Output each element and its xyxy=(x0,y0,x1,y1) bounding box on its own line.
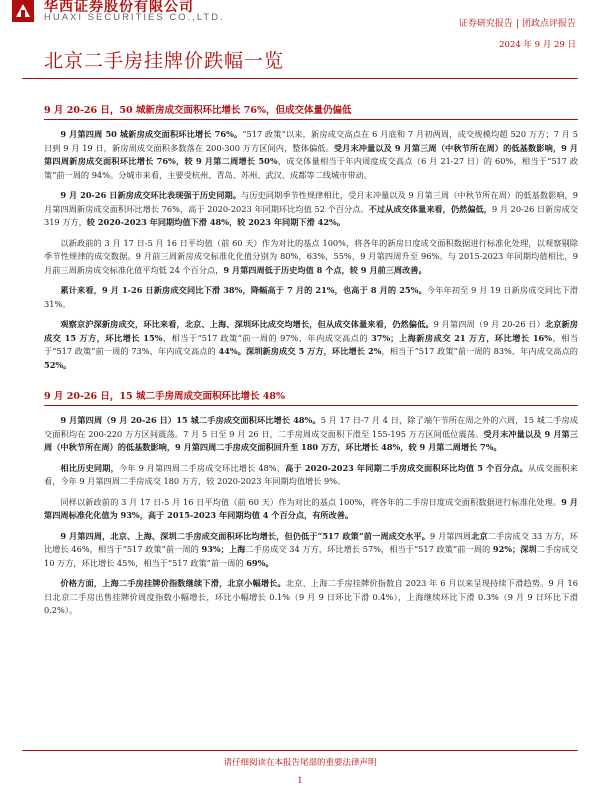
report-header xyxy=(0,0,600,72)
emphasis-text: 9 月第四周 50 城新房成交面积环比增长 76%。 xyxy=(60,129,243,139)
section-heading-second-hand: 9 月 20-26 日，15 城二手房周成交面积环比增长 48% xyxy=(44,386,578,406)
body-text: 二手房成交 10 万方，环比增长 45%，相当于“517 政策”前一周的 xyxy=(44,544,578,568)
emphasis-text: 9 月第四周标准化化值为 93%，高于 2015-2023 年同期均值 4 个百分点，有所改善。 xyxy=(44,496,578,520)
body-text: 9 月第四周（9 月 20-26 日） xyxy=(433,319,545,329)
body-text: 与历史同期季节性规律相比，受月末冲量以及 9 月第三周（中秋节所在周）的低基数影响，9 月第四周新房成交面积环比增长 76%，高于 2020-2023 年同期环比均值 52 个百分点。 xyxy=(44,190,579,214)
paragraph xyxy=(44,237,578,278)
report-type-separator: | xyxy=(515,19,519,29)
report-type xyxy=(459,16,576,29)
emphasis-text: 价格方面，上海二手房挂牌价指数继续下滑，北京小幅增长。 xyxy=(60,578,286,588)
emphasis-text: 9 月 20-26 日新房成交环比表现强于历史同期。 xyxy=(60,190,242,200)
company-name-en: HUAXI SECURITIES CO.,LTD. xyxy=(44,12,225,23)
body-text: ，相当于“517 政策”前一周的 73%、年内成交高点的 xyxy=(44,332,578,356)
body-text: 二手房成交 34 万方，环比增长 57%，相当于“517 政策”前一周的 xyxy=(245,544,493,554)
report-type-primary: 证券研究报告 xyxy=(458,19,513,29)
report-type-secondary: 团政点评报告 xyxy=(521,19,576,29)
emphasis-text: 不过从成交体量来看，仍然偏低， xyxy=(368,203,492,214)
emphasis-text: 93%；上海 xyxy=(201,544,246,554)
body-text: ，相当于“517 政策”前一周的 83%、年内成交高点的 xyxy=(381,346,578,356)
emphasis-text: 累计来看，9 月 1-26 日新房成交同比下滑 38%，降幅高于 7 月的 21%，也高于 8 月的 25%。 xyxy=(60,285,427,295)
body-text: 9 月 20-26 日新房成交 319 万方， xyxy=(44,203,578,227)
section-heading-new-homes: 9 月 20-26 日，50 城新房成交面积环比增长 76%，但成交体量仍偏低 xyxy=(44,100,578,120)
paragraph xyxy=(44,530,578,571)
body-text: 今年年初至 9 月 19 日新房成交同比下滑 31%。 xyxy=(44,285,578,309)
paragraph xyxy=(44,414,578,455)
body-text: 9 月第四周 xyxy=(430,530,472,541)
legal-disclaimer-link[interactable]: 请仔细阅读在本报告尾部的重要法律声明 xyxy=(223,758,377,768)
body-text: “517 政策”以来，新房成交高点在 6 月底和 7 月初两周，成交规模均超 520 万方；7 月 5 日到 9 月 19 日，新房周成交面积多数落在 200-300 万方区间内，整体偏低。 xyxy=(44,129,578,153)
report-date: 2024 年 9 月 29 日 xyxy=(499,40,576,50)
emphasis-text: 52%。 xyxy=(44,359,72,370)
huaxi-logo-icon xyxy=(12,0,34,22)
emphasis-text: 9 月第四周，北京、上海、深圳二手房成交面积环比均增长，但仍低于“517 政策”前一周成交水平。 xyxy=(60,530,431,541)
title-divider xyxy=(22,78,578,79)
page-title: 北京二手房挂牌价跌幅一览 xyxy=(44,50,285,72)
paragraph xyxy=(44,318,578,372)
body-text: 同样以新政前的 3 月 17 日-5 月 16 日平均值（前 60 天）作为对比的基点 100%，将各年的二手房日度成交面积数据进行标准化处理。 xyxy=(60,496,562,507)
emphasis-text: 北京新房成交 15 万方，环比增长 15% xyxy=(44,319,578,343)
page-number: 1 xyxy=(297,776,303,786)
paragraph xyxy=(44,284,578,311)
footer-divider xyxy=(22,750,578,751)
paragraph xyxy=(44,189,578,230)
body-text: ，成交体量相当于年内周度成交高点（6 月 21-27 日）的 60%，相当于“517 政策”前一周的 94%。分城市来看，主要受杭州、青岛、苏州、武汉、成都等二线城市带动。 xyxy=(44,156,579,180)
emphasis-text: 较 2020-2023 年同期均值下滑 48%，较 2023 年同期下滑 42%。 xyxy=(86,217,346,227)
paragraph xyxy=(44,577,578,618)
emphasis-text: 受月末冲量以及 9 月第三周（中秋节所在周）的低基数影响，9 月第四周新房成交面积环比增长 76%，较 9 月第二周增长 50% xyxy=(44,142,578,166)
emphasis-text: 受月末冲量以及 9 月第三周（中秋节所在周）的低基数影响，9 月第四周二手房成交面积回升至 180 万方，环比增长 48%，较 9 月第二周增长 7%。 xyxy=(44,428,579,452)
body-text: 今年 9 月第四周二手房成交环比增长 48%， xyxy=(119,462,286,473)
emphasis-text: 9 月第四周低于历史均值 8 个点，较 9 月前三周改善。 xyxy=(223,264,427,275)
emphasis-text: 37%；上海新房成交 21 万方，环比增长 16% xyxy=(371,332,553,343)
paragraph xyxy=(44,462,578,489)
body-text: 北京、上海二手房挂牌价指数自 2023 年 6 月以来呈现持续下滑趋势。9 月 16 日北京二手房出售挂牌价周度指数小幅增长，环比小幅增长 0.1%（9 月 9 日环比下滑 0.4%），上海继续环比下滑 0.3%（9 月 9 日环比下滑 0.2%）。 xyxy=(44,578,578,615)
emphasis-text: 9 月第四周（9 月 20-26 日）15 城二手房成交面积环比增长 48%。 xyxy=(60,415,321,425)
emphasis-text: 高于 2020-2023 年同期二手房成交面积环比均值 5 个百分点。 xyxy=(285,462,528,473)
emphasis-text: 北京 xyxy=(471,530,488,541)
emphasis-text: 44%。深圳新房成交 5 万方，环比增长 2% xyxy=(218,346,382,356)
company-name-cn: 华西证券股份有限公司 xyxy=(44,0,194,15)
body-text: 从成交面积来看，今年 9 月第四周二手房成交 180 万方，较 2020-2023 年同期均值增长 9%。 xyxy=(44,462,578,486)
emphasis-text: 相比历史同期， xyxy=(60,462,120,473)
body-text: ，相当于“517 政策”前一周的 97%、年内成交高点的 xyxy=(162,332,372,343)
report-body xyxy=(44,100,578,625)
body-text: 二手房成交 33 万方，环比增长 46%，相当于“517 政策”前一周的 xyxy=(44,530,578,554)
paragraph xyxy=(44,128,578,182)
body-text: 5 月 17 日-7 月 4 日，除了端午节所在周之外的六周，15 城二手房成交面积均在 200-220 万方区间震荡。7 月 5 日至 9 月 26 日，二手房周成交面积下滑至 155-195 万方区间低位震荡。 xyxy=(44,415,578,439)
emphasis-text: 69%。 xyxy=(246,557,274,568)
paragraph xyxy=(44,496,578,523)
emphasis-text: 观察京沪深新房成交，环比来看，北京、上海、深圳环比成交均增长，但从成交体量来看，仍然偏低。 xyxy=(60,319,434,329)
body-text: 以新政前的 3 月 17 日-5 月 16 日平均值（前 60 天）作为对比的基点 100%，将各年的新房日度成交面积数据进行标准化处理，以观察剔除季节性规律的成交数据。9 月前三周新房成交标准化化值分别为 80%，63%，55%，9 月第四周升至 96%。与 2015-2023 年同期均值相比，9 月前三周新房成交标准化值平均低 24 个百分点， xyxy=(44,237,578,275)
emphasis-text: 92%；深圳 xyxy=(492,544,537,554)
